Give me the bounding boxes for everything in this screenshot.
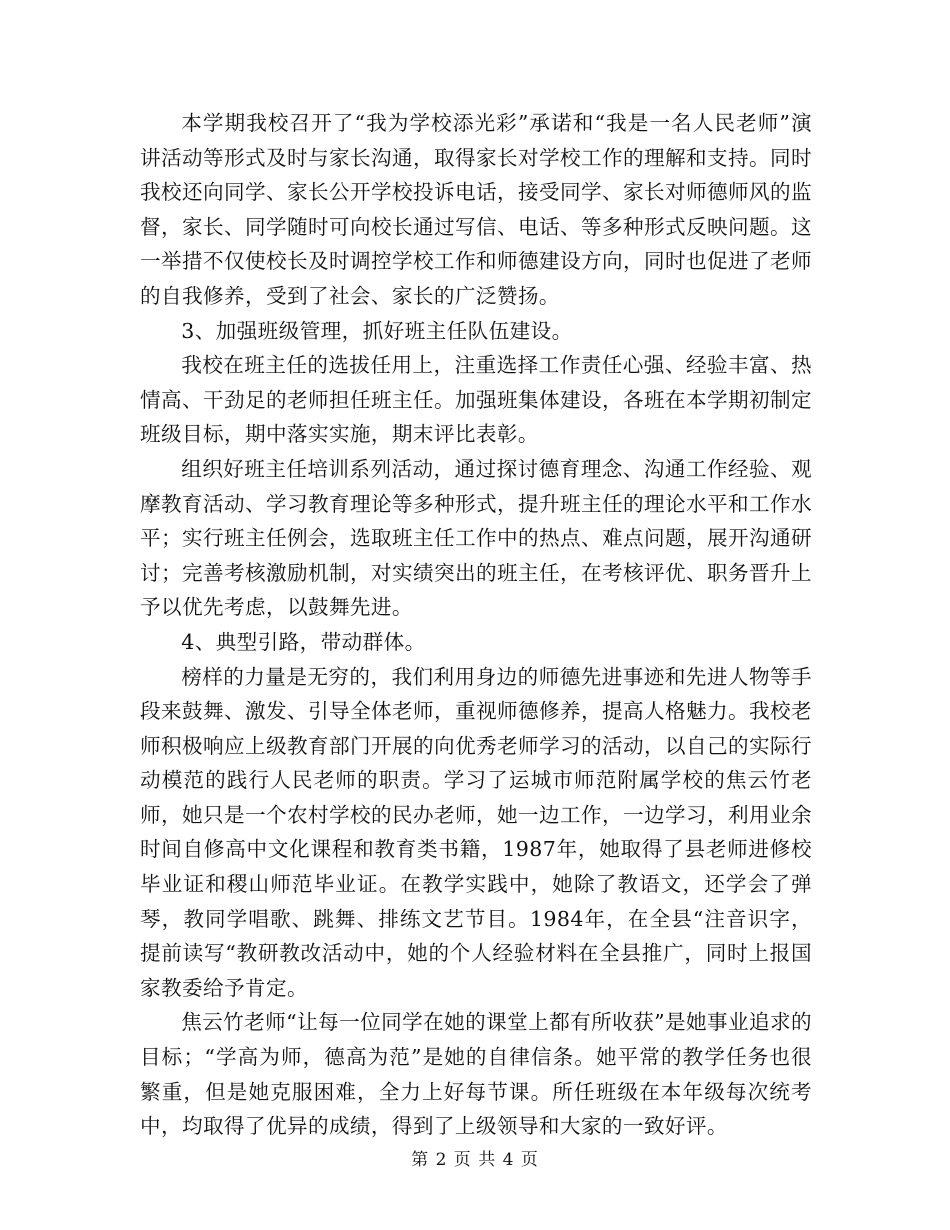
document-body bbox=[140, 106, 812, 1144]
heading-class-management: 3、加强班级管理，抓好班主任队伍建设。 bbox=[181, 318, 573, 343]
paragraph-head-teacher-training: 组织好班主任培训系列活动，通过探讨德育理念、沟通工作经验、观摩教育活动、学习教育理论等多种形式，提升班主任的理论水平和工作水平；实行班主任例会，选取班主任工作中的热点、难点问题，展开沟通研讨；完善考核激励机制，对实绩突出的班主任，在考核评优、职务晋升上予以优先考虑，以鼓舞先进。 bbox=[140, 456, 812, 620]
page-number-footer: 第 2 页 共 4 页 bbox=[411, 1150, 539, 1170]
heading-role-models: 4、典型引路，带动群体。 bbox=[181, 629, 426, 654]
paragraph-role-model-story: 榜样的力量是无穷的，我们利用身边的师德先进事迹和先进人物等手段来鼓舞、激发、引导全体老师，重视师德修养，提高人格魅力。我校老师积极响应上级教育部门开展的向优秀老师学习的活动，以自己的实际行动模范的践行人民老师的职责。学习了运城市师范附属学校的焦云竹老师，她只是一个农村学校的民办老师，她一边工作，一边学习，利用业余时间自修高中文化课程和教育类书籍，1987年，她取得了县老师进修校毕业证和稷山师范毕业证。在教学实践中，她除了教语文，还学会了弹琴，教同学唱歌、跳舞、排练文艺节目。1984年，在全县“注音识字，提前读写“教研教改活动中，她的个人经验材料在全县推广，同时上报国家教委给予肯定。 bbox=[140, 664, 812, 1000]
paragraph-parent-communication: 本学期我校召开了“我为学校添光彩”承诺和“我是一名人民老师”演讲活动等形式及时与家长沟通，取得家长对学校工作的理解和支持。同时我校还向同学、家长公开学校投诉电话，接受同学、家长对师德师风的监督，家长、同学随时可向校长通过写信、电话、等多种形式反映问题。这一举措不仅使校长及时调控学校工作和师德建设方向，同时也促进了老师的自我修养，受到了社会、家长的广泛赞扬。 bbox=[140, 111, 812, 308]
paragraph-teacher-goals: 焦云竹老师“让每一位同学在她的课堂上都有所收获”是她事业追求的目标；“学高为师，德高为范”是她的自律信条。她平常的教学任务也很繁重，但是她克服困难，全力上好每节课。所任班级在本年级每次统考中，均取得了优异的成绩，得到了上级领导和大家的一致好评。 bbox=[140, 1010, 812, 1139]
paragraph-head-teacher-selection: 我校在班主任的选拔任用上，注重选择工作责任心强、经验丰富、热情高、干劲足的老师担任班主任。加强班集体建设，各班在本学期初制定班级目标，期中落实实施，期末评比表彰。 bbox=[140, 353, 812, 447]
